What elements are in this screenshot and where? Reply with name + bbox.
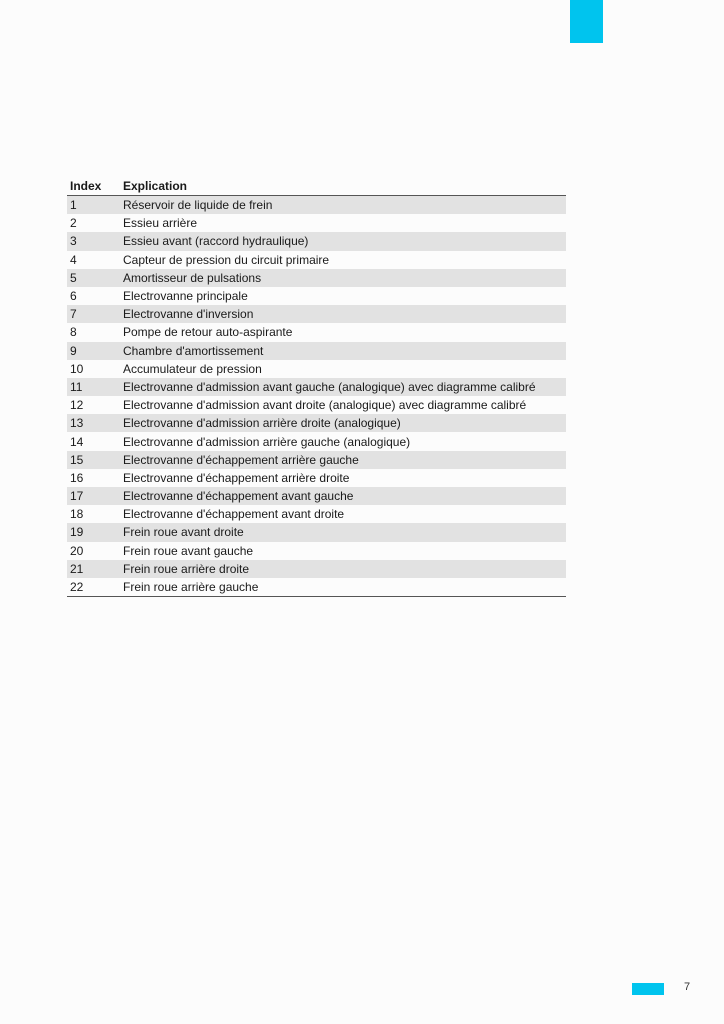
row-explication: Pompe de retour auto-aspirante [123, 325, 293, 340]
row-index: 3 [67, 232, 120, 250]
table-row [67, 287, 566, 305]
row-index: 12 [70, 398, 84, 413]
index-table [67, 177, 566, 597]
row-explication: Frein roue avant gauche [123, 543, 254, 558]
row-index: 13 [67, 414, 120, 432]
table-row [67, 414, 566, 432]
row-index: 1 [67, 196, 120, 215]
row-explication: Amortisseur de pulsations [120, 269, 566, 287]
row-explication: Electrovanne d'échappement avant droite [123, 507, 345, 522]
table-row [67, 269, 566, 287]
table-row [67, 523, 566, 541]
table-row [67, 232, 566, 250]
top-accent-tab [570, 0, 603, 43]
row-index: 22 [67, 578, 120, 597]
row-index: 11 [67, 378, 120, 396]
row-index: 15 [67, 451, 120, 469]
row-explication: Chambre d'amortissement [120, 342, 566, 360]
row-explication: Réservoir de liquide de frein [120, 196, 566, 215]
row-explication: Electrovanne d'admission arrière droite (analogique) [120, 414, 566, 432]
table-row [67, 505, 566, 523]
table-row [67, 378, 566, 396]
row-index: 2 [70, 216, 77, 231]
table-row [67, 360, 566, 378]
footer-accent-bar [632, 983, 664, 995]
row-index: 16 [70, 470, 84, 485]
row-index: 19 [67, 523, 120, 541]
row-index: 14 [70, 434, 84, 449]
row-index: 21 [67, 560, 120, 578]
table-row [67, 469, 566, 487]
row-index: 18 [70, 507, 84, 522]
table-row [67, 487, 566, 505]
row-index: 7 [67, 305, 120, 323]
row-explication: Electrovanne d'admission avant gauche (analogique) avec diagramme calibré [120, 378, 566, 396]
row-index: 5 [67, 269, 120, 287]
row-explication: Accumulateur de pression [123, 361, 262, 376]
table-row [67, 196, 566, 215]
table-row [67, 560, 566, 578]
row-explication: Electrovanne d'inversion [120, 305, 566, 323]
table-row [67, 214, 566, 232]
table-row [67, 342, 566, 360]
row-explication: Electrovanne d'échappement arrière gauche [120, 451, 566, 469]
table-row [67, 305, 566, 323]
row-explication: Frein roue arrière droite [120, 560, 566, 578]
row-index: 20 [70, 543, 84, 558]
row-explication: Essieu arrière [123, 216, 198, 231]
row-explication: Electrovanne d'admission avant droite (analogique) avec diagramme calibré [123, 398, 527, 413]
row-index: 6 [70, 289, 77, 304]
row-index: 8 [70, 325, 77, 340]
row-explication: Electrovanne d'échappement avant gauche [120, 487, 566, 505]
row-explication: Frein roue arrière gauche [120, 578, 566, 597]
table-row [67, 251, 566, 269]
row-index: 10 [70, 361, 84, 376]
row-explication: Frein roue avant droite [120, 523, 566, 541]
table-row [67, 542, 566, 560]
table-row [67, 323, 566, 341]
row-explication: Essieu avant (raccord hydraulique) [120, 232, 566, 250]
row-index: 4 [70, 252, 77, 267]
header-explication: Explication [120, 177, 566, 196]
header-index: Index [67, 177, 120, 196]
row-explication: Electrovanne principale [123, 289, 248, 304]
row-explication: Electrovanne d'échappement arrière droite [123, 470, 350, 485]
table-row [67, 432, 566, 450]
table-body [67, 196, 566, 597]
row-explication: Electrovanne d'admission arrière gauche (analogique) [123, 434, 411, 449]
table-row [67, 451, 566, 469]
row-index: 9 [67, 342, 120, 360]
table-row [67, 396, 566, 414]
row-index: 17 [67, 487, 120, 505]
page-number: 7 [684, 981, 691, 993]
row-explication: Capteur de pression du circuit primaire [123, 252, 330, 267]
table-row [67, 578, 566, 597]
table-header-row [67, 177, 566, 196]
